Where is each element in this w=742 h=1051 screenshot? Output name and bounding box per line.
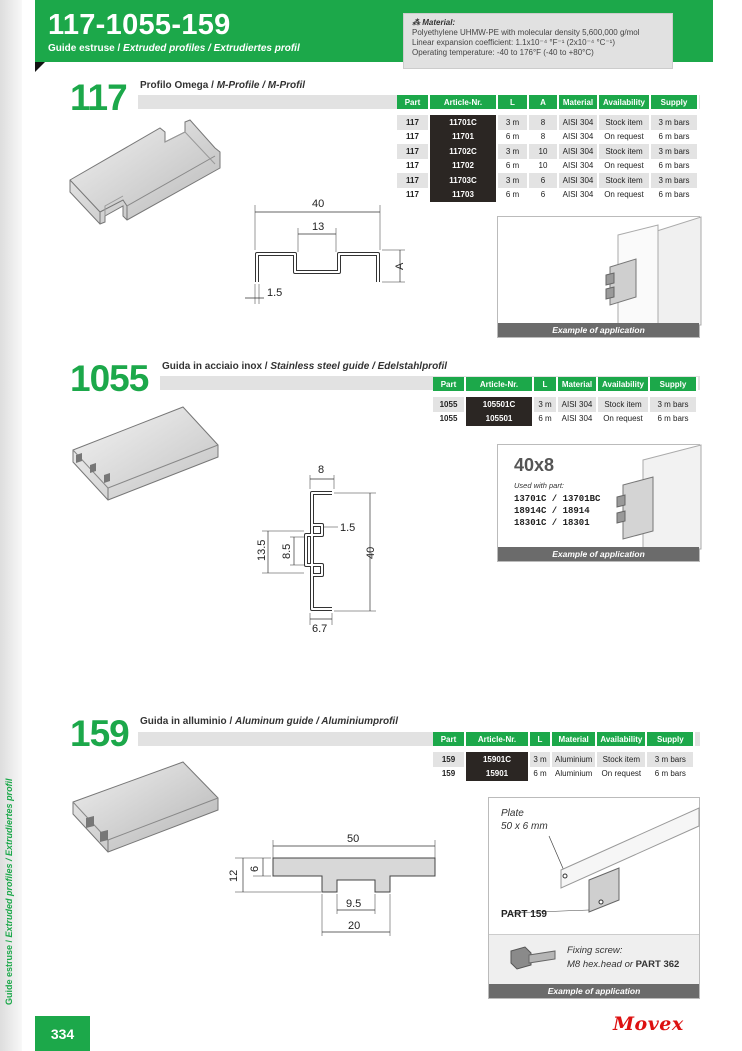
app-part-item: 18914C / 18914 (514, 506, 590, 516)
table-cell: 15901 (465, 767, 529, 782)
application-caption: Example of application (489, 984, 699, 998)
table-cell: 11702C (429, 144, 497, 159)
table-cell: AISI 304 (558, 173, 598, 188)
application-caption: Example of application (498, 323, 699, 337)
molecule-icon: ⁂ (412, 18, 420, 27)
profile-1055-3d (68, 405, 228, 505)
brand-logo: Movex (613, 1013, 684, 1035)
table-cell: 6 m (497, 159, 528, 174)
dim-inner: 8.5 (281, 543, 293, 559)
col-header: Part (433, 732, 465, 746)
section-title: Profilo Omega / M-Profile / M-Profil (140, 80, 306, 91)
table-cell: 6 m (529, 767, 551, 782)
col-header: Article-Nr. (465, 377, 533, 391)
app-plate-label: Plate (501, 808, 524, 819)
table-cell: 11701 (429, 130, 497, 145)
table-cell: 6 m bars (650, 159, 698, 174)
col-header: Supply (646, 732, 694, 746)
screw-panel (489, 934, 699, 984)
page-number: 334 (35, 1016, 90, 1051)
dim-bottom: 6.7 (312, 623, 328, 635)
screw-label: Fixing screw: (567, 945, 623, 956)
table-cell: On request (597, 412, 649, 427)
table-cell: 11701C (429, 115, 497, 130)
col-header: Part (397, 95, 429, 109)
table-cell: 159 (433, 767, 465, 782)
table-cell: On request (596, 767, 646, 782)
page-subtitle: Guide estruse / Extruded profiles / Extrudiertes profil (48, 43, 300, 54)
table-cell: 117 (397, 159, 429, 174)
col-header: Material (558, 95, 598, 109)
col-header: Availability (598, 95, 650, 109)
table-row (397, 115, 698, 130)
table-cell: 3 m (497, 173, 528, 188)
dim-height: A (394, 262, 406, 270)
screw-desc: M8 hex.head or PART 362 (567, 959, 680, 970)
col-header: Supply (650, 95, 698, 109)
section-number: 117 (70, 77, 127, 118)
table-cell: 117 (397, 173, 429, 188)
table-cell: 3 m (529, 752, 551, 767)
table-cell: 6 m bars (650, 188, 698, 203)
table-cell: Stock item (596, 752, 646, 767)
material-label: ⁂ Material: (412, 18, 456, 27)
dim-height: 12 (228, 869, 240, 882)
table-cell: 117 (397, 115, 429, 130)
header-corner (35, 62, 45, 72)
dim-slot: 9.5 (346, 898, 362, 910)
table-row (397, 144, 698, 159)
table-cell: 117 (397, 188, 429, 203)
table-cell: Stock item (598, 115, 650, 130)
table-cell: 10 (528, 144, 558, 159)
table-cell: AISI 304 (557, 412, 597, 427)
table-cell: 6 m bars (650, 130, 698, 145)
table-cell: 6 m bars (646, 767, 694, 782)
table-cell: 3 m bars (650, 173, 698, 188)
dim-inner: 13 (312, 221, 325, 233)
application-illustration (498, 217, 701, 325)
table-row (433, 412, 697, 427)
table-cell: 105501C (465, 397, 533, 412)
dim-height: 40 (365, 546, 377, 559)
table-cell: Aluminium (551, 767, 596, 782)
dim-top: 8 (318, 464, 325, 476)
table-cell: 6 m bars (649, 412, 697, 427)
col-header: L (533, 377, 557, 391)
app-part-label: PART 159 (501, 909, 547, 920)
table-cell: 10 (528, 159, 558, 174)
app-parts (514, 493, 600, 529)
table-cell: 3 m (497, 144, 528, 159)
table-cell: AISI 304 (558, 144, 598, 159)
table-cell: On request (598, 188, 650, 203)
table-cell: AISI 304 (557, 397, 597, 412)
table-cell: 6 m (497, 130, 528, 145)
table-cell: 11702 (429, 159, 497, 174)
section-title: Guida in alluminio / Aluminum guide / Aluminiumprofil (140, 716, 398, 727)
table-cell: 6 m (497, 188, 528, 203)
section-title: Guida in acciaio inox / Stainless steel guide / Edelstahlprofil (162, 361, 448, 372)
profile-117-3d (65, 120, 235, 230)
app-part-item: 18301C / 18301 (514, 518, 590, 528)
table-cell: 105501 (465, 412, 533, 427)
section-number: 159 (70, 713, 129, 754)
table-cell: AISI 304 (558, 115, 598, 130)
table-cell: 6 (528, 173, 558, 188)
profile-159-drawing (225, 830, 445, 940)
material-box (403, 13, 673, 69)
table-row (397, 130, 698, 145)
table-row (397, 159, 698, 174)
col-header: A (528, 95, 558, 109)
col-header: L (529, 732, 551, 746)
table-cell: 117 (397, 130, 429, 145)
table-row (397, 173, 698, 188)
table-cell: 15901C (465, 752, 529, 767)
section-number: 1055 (70, 358, 149, 399)
app-plate-size: 50 x 6 mm (501, 821, 548, 832)
dim-base: 20 (348, 920, 361, 932)
table-cell: On request (598, 130, 650, 145)
col-header: Part (433, 377, 465, 391)
table-cell: On request (598, 159, 650, 174)
table-cell: 3 m bars (650, 115, 698, 130)
col-header: Availability (596, 732, 646, 746)
dim-width: 40 (312, 198, 325, 210)
table-cell: 8 (528, 115, 558, 130)
table-cell: 1055 (433, 397, 465, 412)
material-line: Linear expansion coefficient: 1.1x10⁻⁴ °F⁻¹ (2x10⁻⁴ °C⁻¹) (412, 38, 615, 47)
col-header: Material (551, 732, 596, 746)
table-cell: 11703C (429, 173, 497, 188)
material-line: Polyethylene UHMW-PE with molecular density 5,600,000 g/mol (412, 28, 640, 37)
material-line: Operating temperature: -40 to 176°F (-40 to +80°C) (412, 48, 594, 57)
app-used-label: Used with part: (514, 481, 565, 490)
table-cell: 3 m (497, 115, 528, 130)
col-header: Article-Nr. (429, 95, 497, 109)
table-cell: Stock item (597, 397, 649, 412)
table-cell: 1055 (433, 412, 465, 427)
app-part-item: 13701C / 13701BC (514, 494, 601, 504)
table-row (433, 397, 697, 412)
col-header: L (497, 95, 528, 109)
sidebar-label: Guide estruse / Extruded profiles / Extrudiertes profil (4, 778, 14, 1005)
profile-1055-drawing (250, 455, 390, 635)
dim-width: 50 (347, 833, 360, 845)
table-cell: AISI 304 (558, 188, 598, 203)
table-cell: 3 m bars (646, 752, 694, 767)
table-cell: 117 (397, 144, 429, 159)
table-cell: Aluminium (551, 752, 596, 767)
table-row (397, 188, 698, 203)
table-cell: 3 m bars (650, 144, 698, 159)
product-table (433, 732, 695, 781)
dim-outer: 13.5 (256, 539, 268, 561)
table-cell: 11703 (429, 188, 497, 203)
dim-thick: 1.5 (340, 522, 356, 534)
table-cell: Stock item (598, 173, 650, 188)
table-cell: Stock item (598, 144, 650, 159)
application-illustration (603, 445, 701, 549)
dim-thick: 1.5 (267, 287, 283, 299)
application-image-159 (488, 797, 700, 999)
product-table (433, 377, 698, 426)
table-cell: AISI 304 (558, 159, 598, 174)
app-size: 40x8 (514, 455, 555, 475)
screw-icon (509, 945, 559, 975)
application-caption: Example of application (498, 547, 699, 561)
col-header: Material (557, 377, 597, 391)
page-title: 117-1055-159 (48, 9, 231, 41)
col-header: Article-Nr. (465, 732, 529, 746)
dim-thick: 6 (249, 865, 261, 872)
profile-117-drawing (240, 200, 410, 310)
table-cell: 159 (433, 752, 465, 767)
table-row (433, 752, 694, 767)
application-image-1055 (497, 444, 700, 562)
table-cell: 3 m bars (649, 397, 697, 412)
col-header: Supply (649, 377, 697, 391)
table-row (433, 767, 694, 782)
product-table (397, 95, 699, 202)
table-cell: 8 (528, 130, 558, 145)
col-header: Availability (597, 377, 649, 391)
table-cell: 6 (528, 188, 558, 203)
profile-159-3d (68, 760, 228, 860)
table-cell: 6 m (533, 412, 557, 427)
table-cell: AISI 304 (558, 130, 598, 145)
table-cell: 3 m (533, 397, 557, 412)
application-image-117 (497, 216, 700, 338)
